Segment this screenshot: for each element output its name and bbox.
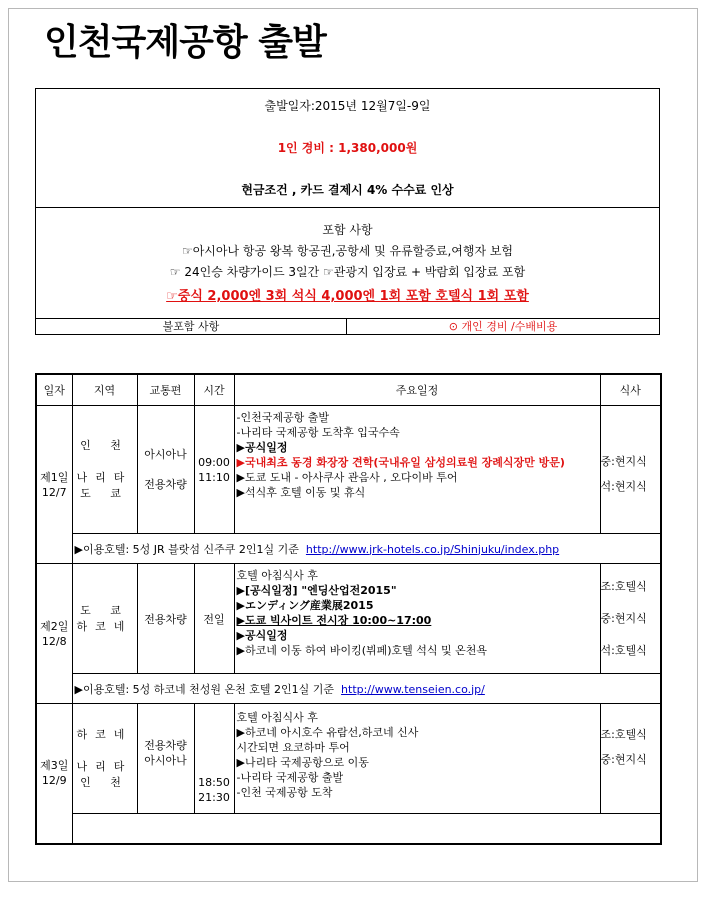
day2-hotel-row (36, 674, 661, 704)
day3-date (36, 704, 72, 844)
trip-summary (36, 89, 659, 208)
day1-hotel-link[interactable]: http://www.jrk-hotels.co.jp/Shinjuku/index.php (305, 542, 560, 556)
day3-empty-cell (72, 814, 661, 844)
header-schedule: 주요일정 (234, 374, 600, 406)
day2-hotel (72, 674, 661, 704)
day2-region-1: 도 쿄 (80, 603, 129, 617)
day2-item-6: ▶하코네 이동 하여 바이킹(뷔페)호텔 석식 및 온천욕 (236, 644, 488, 657)
departure-date: 출발일자:2015년 12월7일-9일 (264, 99, 431, 113)
day3-transport-2: 아시아나 (144, 754, 187, 767)
day1-item-4: ▶국내최초 동경 화장장 견학(국내유일 삼성의료원 장례식장만 방문) (236, 456, 565, 469)
day1-schedule (234, 406, 600, 534)
payment-terms: 현금조건 , 카드 결제시 4% 수수료 인상 (241, 183, 454, 197)
day3-item-4: ▶나리타 국제공항으로 이동 (236, 756, 369, 769)
day3-schedule (234, 704, 600, 814)
day3-item-3: 시간되면 요코하마 투어 (236, 741, 350, 754)
day2-transport: 전용차량 (137, 564, 194, 674)
day2-date (36, 564, 72, 704)
header-row (36, 374, 661, 406)
day1-hotel (72, 534, 661, 564)
included-title: 포함 사항 (322, 223, 373, 237)
day1-date-value: 12/7 (41, 485, 67, 499)
day1-item-5: ▶도쿄 도내 - 아사쿠사 관음사 , 오다이바 투어 (236, 471, 458, 484)
day1-time-1: 09:00 (198, 455, 230, 469)
header-date: 일자 (36, 374, 72, 406)
day1-time-2: 11:10 (198, 470, 230, 484)
day1-item-6: ▶석식후 호텔 이동 및 휴식 (236, 486, 366, 499)
header-time: 시간 (194, 374, 234, 406)
cost-per-person: 1인 경비 : 1,380,000원 (277, 141, 418, 155)
day2-item-1: 호텔 아침식사 후 (236, 569, 318, 582)
day3-date-value: 12/9 (41, 774, 67, 788)
day1-transport (137, 406, 194, 534)
day3-time-1: 18:50 (198, 776, 230, 789)
day1-transport-2: 전용차량 (144, 478, 187, 491)
day2-hotel-link[interactable]: http://www.tenseien.co.jp/ (341, 682, 485, 696)
day3-extra-row (36, 814, 661, 844)
day3-region-1: 하코네 (76, 727, 133, 741)
header-transport: 교통편 (137, 374, 194, 406)
day3-transport (137, 704, 194, 814)
day3-item-6: -인천 국제공항 도착 (236, 786, 333, 799)
day3-item-1: 호텔 아침식사 후 (236, 711, 318, 724)
day3-meals (600, 704, 661, 814)
included-section (36, 208, 659, 319)
included-item-3: ☞중식 2,000엔 3회 석식 4,000엔 1회 포함 호텔식 1회 포함 (166, 289, 529, 304)
day3-time-2: 21:30 (198, 791, 230, 804)
excluded-section (36, 319, 659, 334)
day1-time (194, 406, 234, 534)
day1-region (72, 406, 137, 534)
day1-date (36, 406, 72, 564)
day3-transport-1: 전용차량 (144, 739, 187, 752)
day1-item-3: ▶공식일정 (236, 441, 288, 454)
day2-hotel-label: ▶이용호텔: 5성 하코네 천성원 온천 호텔 2인1실 기준 (74, 682, 335, 696)
excluded-value: ⊙ 개인 경비 /수배비용 (448, 320, 558, 333)
day1-date-label: 제1일 (40, 470, 69, 484)
day3-time (194, 704, 234, 814)
day1-meal-2: 석:현지식 (600, 480, 647, 493)
day2-time: 전일 (194, 564, 234, 674)
day2-item-3: ▶エンディング産業展2015 (236, 599, 374, 612)
day2-meal-2: 중:현지식 (600, 611, 647, 625)
day1-hotel-label: ▶이용호텔: 5성 JR 블랏섬 신주쿠 2인1실 기준 (74, 542, 299, 556)
schedule-table (35, 373, 662, 845)
day1-row (36, 406, 661, 534)
day2-item-5: ▶공식일정 (236, 629, 288, 642)
header-meals: 식사 (600, 374, 661, 406)
day2-item-2: ▶[공식일정] "엔딩산업전2015" (236, 584, 397, 597)
day2-item-4: ▶도쿄 빅사이트 전시장 10:00~17:00 (236, 614, 432, 627)
day3-item-2: ▶하코네 아시호수 유람선,하코네 신사 (236, 726, 419, 739)
day1-region-3: 도 쿄 (80, 486, 129, 500)
included-item-1: ☞아시아나 항공 왕복 항공권,공항세 및 유류할증료,여행자 보험 (181, 244, 514, 258)
day3-region (72, 704, 137, 814)
day2-date-label: 제2일 (40, 619, 69, 633)
day1-meals (600, 406, 661, 534)
day1-meal-1: 중:현지식 (600, 455, 647, 468)
day3-region-3: 인 천 (80, 775, 129, 789)
day3-row (36, 704, 661, 814)
day2-schedule (234, 564, 600, 674)
day2-row (36, 564, 661, 674)
day2-region-2: 하코네 (76, 619, 133, 633)
day1-item-2: -나리타 국제공항 도착후 입국수속 (236, 426, 400, 439)
day2-region (72, 564, 137, 674)
day2-meal-1: 조:호텔식 (600, 579, 647, 593)
day1-item-1: -인천국제공항 출발 (236, 411, 329, 424)
day2-meals (600, 564, 661, 674)
page-title: 인천국제공항 출발 (44, 22, 326, 63)
day3-meal-2: 중:현지식 (600, 753, 647, 766)
excluded-label: 불포함 사항 (36, 319, 347, 334)
info-box (35, 88, 660, 335)
day1-transport-1: 아시아나 (144, 448, 187, 461)
day3-date-label: 제3일 (40, 759, 69, 773)
day1-region-2: 나리타 (76, 470, 133, 484)
day2-meal-3: 석:호텔식 (600, 643, 647, 657)
day1-hotel-row (36, 534, 661, 564)
day2-date-value: 12/8 (41, 634, 67, 648)
header-region: 지역 (72, 374, 137, 406)
day3-meal-1: 조:호텔식 (600, 728, 647, 741)
day3-item-5: -나리타 국제공항 출발 (236, 771, 344, 784)
included-item-2: ☞ 24인승 차량가이드 3일간 ☞관광지 입장료 + 박람회 입장료 포함 (169, 265, 526, 279)
day3-region-2: 나리타 (76, 759, 133, 773)
day1-region-1: 인 천 (80, 438, 129, 452)
